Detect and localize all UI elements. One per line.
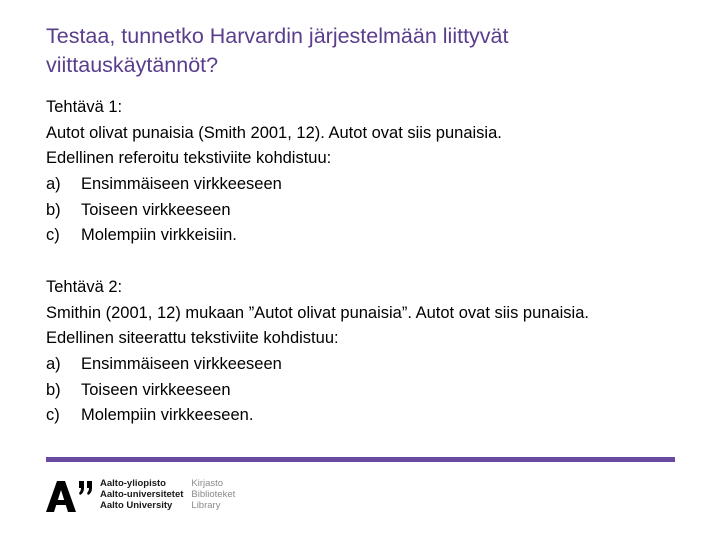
slide-body — [46, 95, 696, 429]
logo-sub: Kirjasto — [191, 478, 224, 489]
task1-option-b — [46, 198, 696, 224]
option-text: Toiseen virkkeeseen — [81, 380, 231, 399]
option-text: Ensimmäiseen virkkeeseen — [81, 354, 282, 373]
aalto-logo — [46, 478, 235, 518]
task2-sentence: Smithin (2001, 12) mukaan ”Autot olivat punaisia”. Autot ovat siis punaisia. — [46, 303, 589, 322]
option-text: Molempiin virkkeisiin. — [81, 226, 237, 245]
task2-question: Edellinen siteerattu tekstiviite kohdistuu: — [46, 329, 339, 348]
logo-sub: Biblioteket — [191, 489, 236, 500]
aalto-a-logo-icon — [46, 478, 94, 514]
option-letter: b) — [46, 200, 61, 219]
task2-option-b — [46, 378, 696, 404]
option-letter: c) — [46, 406, 60, 425]
task1-question: Edellinen referoitu tekstiviite kohdistuu: — [46, 149, 332, 168]
task1-option-c — [46, 223, 696, 249]
divider-rule — [46, 457, 675, 462]
option-letter: a) — [46, 175, 61, 194]
spacer — [46, 249, 696, 275]
logo-wordmark — [100, 478, 235, 511]
logo-name: Aalto-universitetet — [100, 489, 184, 500]
task2-option-c — [46, 403, 696, 429]
task1-option-a — [46, 172, 696, 198]
logo-sub: Library — [191, 500, 221, 511]
option-letter: b) — [46, 380, 61, 399]
task2-heading: Tehtävä 2: — [46, 277, 123, 296]
task1-heading: Tehtävä 1: — [46, 98, 123, 116]
option-letter: c) — [46, 226, 60, 245]
task2-option-a — [46, 352, 696, 378]
option-text: Ensimmäiseen virkkeeseen — [81, 175, 282, 194]
logo-name: Aalto University — [100, 500, 173, 511]
task1-sentence: Autot olivat punaisia (Smith 2001, 12). Autot ovat siis punaisia. — [46, 123, 502, 142]
logo-name: Aalto-yliopisto — [100, 478, 166, 489]
option-text: Molempiin virkkeeseen. — [81, 406, 254, 425]
option-text: Toiseen virkkeeseen — [81, 200, 231, 219]
option-letter: a) — [46, 354, 61, 373]
slide-title: Testaa, tunnetko Harvardin järjestelmään liittyvät viittauskäytännöt? — [46, 24, 509, 77]
